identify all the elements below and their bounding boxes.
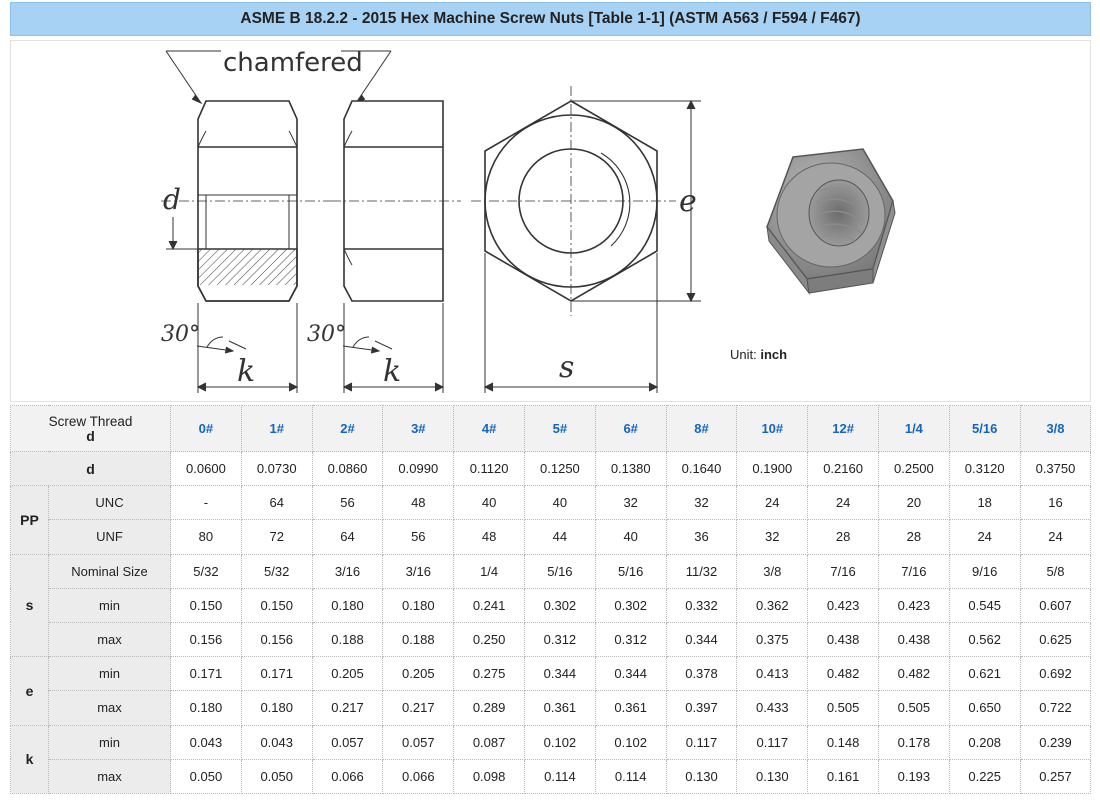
- table-cell: 24: [737, 486, 808, 520]
- size-header-cell: 8#: [666, 406, 737, 452]
- table-cell: 0.205: [312, 657, 383, 691]
- table-header-row: [11, 406, 1091, 452]
- table-cell: 0.423: [878, 588, 949, 622]
- table-cell: 5/8: [1020, 554, 1091, 588]
- table-cell: 0.043: [241, 725, 312, 759]
- table-cell: 0.171: [241, 657, 312, 691]
- table-cell: 11/32: [666, 554, 737, 588]
- table-cell: 24: [1020, 520, 1091, 554]
- table-cell: 0.102: [595, 725, 666, 759]
- table-cell: 64: [312, 520, 383, 554]
- table-cell: 0.0860: [312, 452, 383, 486]
- table-cell: 0.397: [666, 691, 737, 725]
- table-cell: 0.621: [949, 657, 1020, 691]
- table-cell: 0.239: [1020, 725, 1091, 759]
- table-cell: 0.087: [454, 725, 525, 759]
- table-cell: 0.066: [312, 759, 383, 793]
- table-cell: 0.312: [595, 622, 666, 656]
- table-cell: 0.413: [737, 657, 808, 691]
- table-cell: 0.1120: [454, 452, 525, 486]
- table-cell: 5/32: [171, 554, 242, 588]
- table-cell: 56: [383, 520, 454, 554]
- table-cell: 0.625: [1020, 622, 1091, 656]
- table-cell: 1/4: [454, 554, 525, 588]
- size-header-cell: 2#: [312, 406, 383, 452]
- table-row: [11, 486, 1091, 520]
- table-row: [11, 759, 1091, 793]
- table-cell: 0.114: [595, 759, 666, 793]
- table-cell: 24: [949, 520, 1020, 554]
- table-cell: 0.378: [666, 657, 737, 691]
- table-cell: 0.0990: [383, 452, 454, 486]
- unit-prefix: Unit:: [730, 347, 761, 362]
- table-cell: 0.1900: [737, 452, 808, 486]
- table-cell: 0.3120: [949, 452, 1020, 486]
- table-cell: 40: [595, 520, 666, 554]
- table-cell: 0.0600: [171, 452, 242, 486]
- table-cell: 0.2500: [878, 452, 949, 486]
- table-cell: 0.178: [878, 725, 949, 759]
- table-cell: 9/16: [949, 554, 1020, 588]
- table-cell: 0.050: [241, 759, 312, 793]
- table-cell: 0.362: [737, 588, 808, 622]
- table-cell: 48: [454, 520, 525, 554]
- label-angle-left: 30°: [161, 322, 200, 347]
- sub-row-label: Nominal Size: [49, 554, 171, 588]
- table-cell: 0.171: [171, 657, 242, 691]
- table-cell: 0.130: [737, 759, 808, 793]
- table-cell: 0.161: [808, 759, 879, 793]
- table-row: [11, 554, 1091, 588]
- table-cell: 0.361: [595, 691, 666, 725]
- table-cell: 0.102: [525, 725, 596, 759]
- table-cell: 56: [312, 486, 383, 520]
- table-cell: 0.0730: [241, 452, 312, 486]
- table-cell: 72: [241, 520, 312, 554]
- table-cell: 0.193: [878, 759, 949, 793]
- table-cell: 0.545: [949, 588, 1020, 622]
- table-cell: 16: [1020, 486, 1091, 520]
- table-cell: 0.117: [666, 725, 737, 759]
- table-cell: 0.275: [454, 657, 525, 691]
- table-cell: 0.344: [525, 657, 596, 691]
- table-cell: 0.505: [808, 691, 879, 725]
- table-cell: 0.482: [878, 657, 949, 691]
- group-label: e: [11, 657, 49, 725]
- table-cell: 0.344: [595, 657, 666, 691]
- table-cell: 0.312: [525, 622, 596, 656]
- table-cell: 0.148: [808, 725, 879, 759]
- table-cell: -: [171, 486, 242, 520]
- table-cell: 0.217: [312, 691, 383, 725]
- table-cell: 0.150: [241, 588, 312, 622]
- table-cell: 0.217: [383, 691, 454, 725]
- table-cell: 0.562: [949, 622, 1020, 656]
- table-cell: 3/16: [312, 554, 383, 588]
- table-cell: 0.505: [878, 691, 949, 725]
- table-cell: 24: [808, 486, 879, 520]
- table-cell: 0.423: [808, 588, 879, 622]
- header-corner-cell: [11, 406, 171, 452]
- table-cell: 0.302: [595, 588, 666, 622]
- table-cell: 36: [666, 520, 737, 554]
- unit-value: inch: [760, 347, 788, 362]
- table-cell: 80: [171, 520, 242, 554]
- table-cell: 0.289: [454, 691, 525, 725]
- table-cell: 0.438: [878, 622, 949, 656]
- table-cell: 0.180: [171, 691, 242, 725]
- nut-drawing-svg: [11, 41, 1092, 403]
- sub-row-label: max: [49, 759, 171, 793]
- corner-symbol: d: [86, 427, 95, 444]
- label-k-middle: k: [383, 354, 402, 389]
- table-cell: 0.057: [383, 725, 454, 759]
- size-header-cell: 5#: [525, 406, 596, 452]
- table-cell: 20: [878, 486, 949, 520]
- table-cell: 32: [595, 486, 666, 520]
- table-cell: 64: [241, 486, 312, 520]
- group-label: PP: [11, 486, 49, 554]
- sub-row-label: max: [49, 691, 171, 725]
- table-row: [11, 691, 1091, 725]
- table-row: [11, 588, 1091, 622]
- table-cell: 0.057: [312, 725, 383, 759]
- table-cell: 28: [878, 520, 949, 554]
- sub-row-label: min: [49, 725, 171, 759]
- table-cell: 5/32: [241, 554, 312, 588]
- corner-label: Screw Thread: [48, 413, 133, 429]
- label-s: s: [559, 350, 575, 385]
- size-header-cell: 10#: [737, 406, 808, 452]
- table-cell: 0.257: [1020, 759, 1091, 793]
- table-cell: 0.1250: [525, 452, 596, 486]
- table-cell: 0.1640: [666, 452, 737, 486]
- table-cell: 0.722: [1020, 691, 1091, 725]
- table-cell: 0.332: [666, 588, 737, 622]
- table-cell: 32: [737, 520, 808, 554]
- size-header-cell: 0#: [171, 406, 242, 452]
- table-cell: 0.241: [454, 588, 525, 622]
- table-cell: 5/16: [595, 554, 666, 588]
- table-cell: 0.433: [737, 691, 808, 725]
- sub-row-label: UNC: [49, 486, 171, 520]
- table-cell: 0.180: [241, 691, 312, 725]
- table-row: [11, 520, 1091, 554]
- table-row: [11, 622, 1091, 656]
- size-header-cell: 12#: [808, 406, 879, 452]
- table-cell: 0.156: [171, 622, 242, 656]
- d-dimension: [166, 217, 198, 249]
- table-cell: 0.1380: [595, 452, 666, 486]
- table-cell: 0.050: [171, 759, 242, 793]
- table-cell: 3/8: [737, 554, 808, 588]
- table-cell: 3/16: [383, 554, 454, 588]
- group-label: s: [11, 554, 49, 657]
- table-cell: 0.607: [1020, 588, 1091, 622]
- table-cell: 48: [383, 486, 454, 520]
- table-cell: 0.150: [171, 588, 242, 622]
- table-cell: 7/16: [808, 554, 879, 588]
- row-label-d: d: [11, 452, 171, 486]
- page-title: ASME B 18.2.2 - 2015 Hex Machine Screw Nuts [Table 1-1] (ASTM A563 / F594 / F467): [10, 2, 1091, 36]
- table-cell: 0.438: [808, 622, 879, 656]
- table-cell: 5/16: [525, 554, 596, 588]
- size-header-cell: 3/8: [1020, 406, 1091, 452]
- table-row: [11, 725, 1091, 759]
- table-cell: 0.2160: [808, 452, 879, 486]
- table-cell: 0.344: [666, 622, 737, 656]
- table-cell: 0.188: [312, 622, 383, 656]
- size-header-cell: 4#: [454, 406, 525, 452]
- table-cell: 0.482: [808, 657, 879, 691]
- table-cell: 0.250: [454, 622, 525, 656]
- size-header-cell: 6#: [595, 406, 666, 452]
- dimension-table: [10, 405, 1091, 794]
- table-cell: 0.208: [949, 725, 1020, 759]
- size-header-cell: 1/4: [878, 406, 949, 452]
- table-cell: 40: [525, 486, 596, 520]
- table-cell: 0.130: [666, 759, 737, 793]
- table-cell: 0.3750: [1020, 452, 1091, 486]
- label-chamfered: chamfered: [223, 48, 363, 78]
- size-header-cell: 1#: [241, 406, 312, 452]
- table-row: [11, 452, 1091, 486]
- table-cell: 7/16: [878, 554, 949, 588]
- table-cell: 0.375: [737, 622, 808, 656]
- unit-label: [730, 347, 787, 362]
- table-cell: 0.156: [241, 622, 312, 656]
- table-cell: 0.180: [312, 588, 383, 622]
- table-cell: 0.114: [525, 759, 596, 793]
- table-cell: 0.205: [383, 657, 454, 691]
- label-d: d: [163, 183, 181, 216]
- hex-nut-3d-image: [767, 149, 895, 293]
- label-e: e: [679, 184, 697, 219]
- table-cell: 0.650: [949, 691, 1020, 725]
- table-cell: 0.188: [383, 622, 454, 656]
- table-cell: 40: [454, 486, 525, 520]
- label-k-left: k: [237, 354, 256, 389]
- label-angle-middle: 30°: [307, 322, 346, 347]
- table-cell: 28: [808, 520, 879, 554]
- sub-row-label: max: [49, 622, 171, 656]
- size-header-cell: 3#: [383, 406, 454, 452]
- table-row: [11, 657, 1091, 691]
- table-cell: 0.066: [383, 759, 454, 793]
- table-cell: 18: [949, 486, 1020, 520]
- sub-row-label: min: [49, 657, 171, 691]
- size-header-cell: 5/16: [949, 406, 1020, 452]
- technical-drawing: [10, 40, 1091, 402]
- table-cell: 0.302: [525, 588, 596, 622]
- table-cell: 0.117: [737, 725, 808, 759]
- group-label: k: [11, 725, 49, 793]
- table-cell: 0.180: [383, 588, 454, 622]
- table-cell: 0.098: [454, 759, 525, 793]
- table-cell: 32: [666, 486, 737, 520]
- table-cell: 0.225: [949, 759, 1020, 793]
- table-cell: 0.692: [1020, 657, 1091, 691]
- sub-row-label: min: [49, 588, 171, 622]
- sub-row-label: UNF: [49, 520, 171, 554]
- table-cell: 0.361: [525, 691, 596, 725]
- table-cell: 44: [525, 520, 596, 554]
- table-cell: 0.043: [171, 725, 242, 759]
